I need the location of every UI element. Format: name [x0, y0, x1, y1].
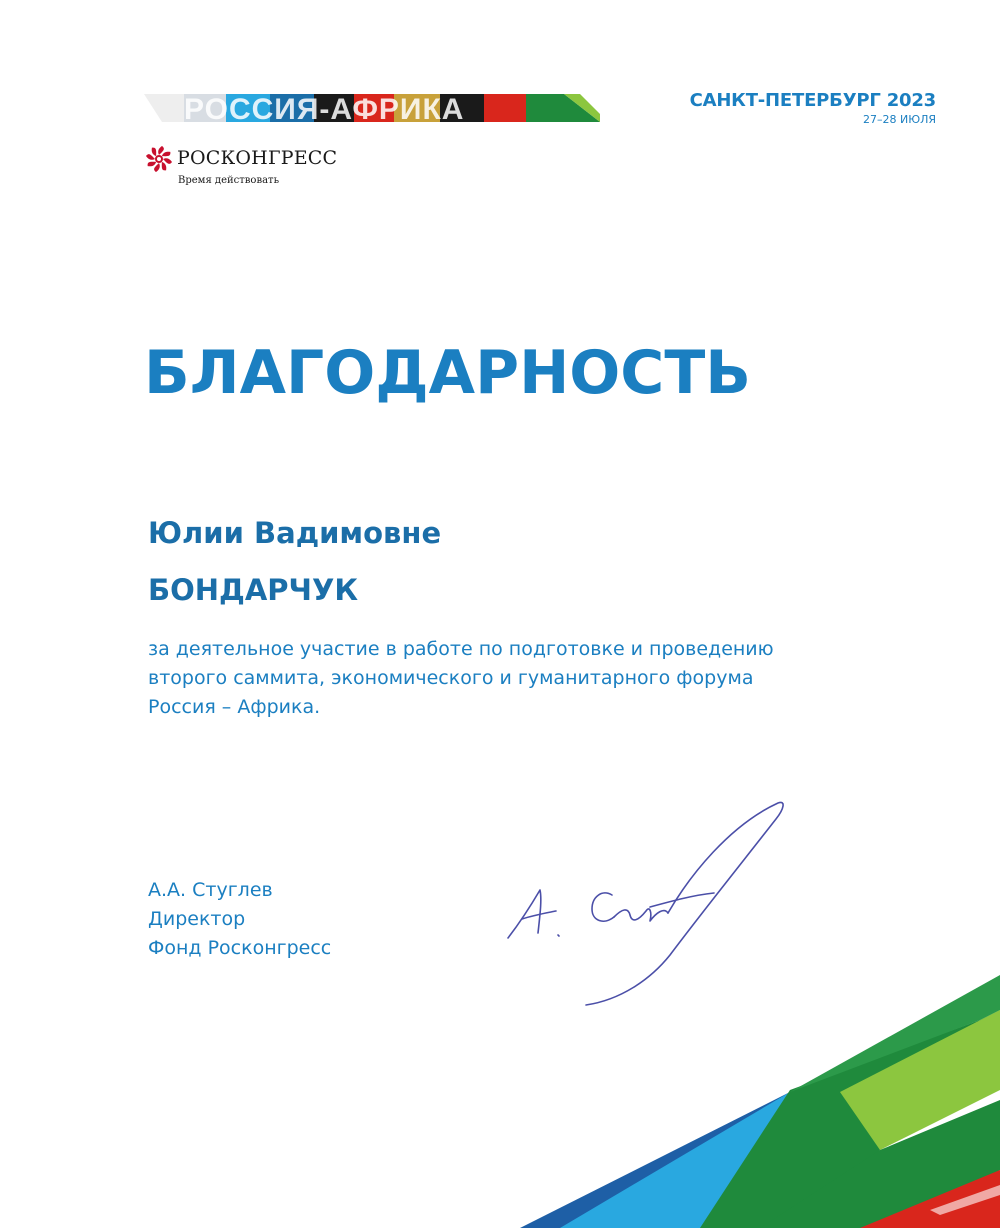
roscongress-emblem-icon: [146, 146, 172, 172]
recipient-first-name: Юлии Вадимовне: [148, 516, 442, 550]
reason-line: Россия – Африка.: [148, 696, 321, 718]
event-city-year: САНКТ-ПЕТЕРБУРГ 2023: [689, 90, 936, 111]
signatory-name: А.А. Стуглев: [148, 879, 273, 901]
organizer-slogan: Время действовать: [178, 175, 280, 186]
signatory-position: Директор: [148, 908, 246, 930]
event-dates: 27–28 ИЮЛЯ: [862, 113, 936, 126]
reason-line: второго саммита, экономического и гуманитарного форума: [148, 667, 754, 689]
russia-africa-forum-logo: [144, 90, 600, 126]
reason-line: за деятельное участие в работе по подготовке и проведению: [148, 638, 774, 660]
signatory-organization: Фонд Росконгресс: [148, 937, 332, 959]
gratitude-reason: [148, 635, 908, 722]
event-location-block: [690, 90, 936, 126]
organizer-name: РОСКОНГРЕСС: [177, 147, 338, 169]
handwritten-signature: [500, 795, 800, 1010]
recipient-last-name: БОНДАРЧУК: [148, 573, 359, 607]
document-title: БЛАГОДАРНОСТЬ: [144, 338, 752, 408]
svg-text:РОССИЯ-АФРИКА: РОССИЯ-АФРИКА: [184, 93, 465, 126]
roscongress-logo: [146, 144, 386, 192]
signatory-block: [148, 876, 331, 963]
